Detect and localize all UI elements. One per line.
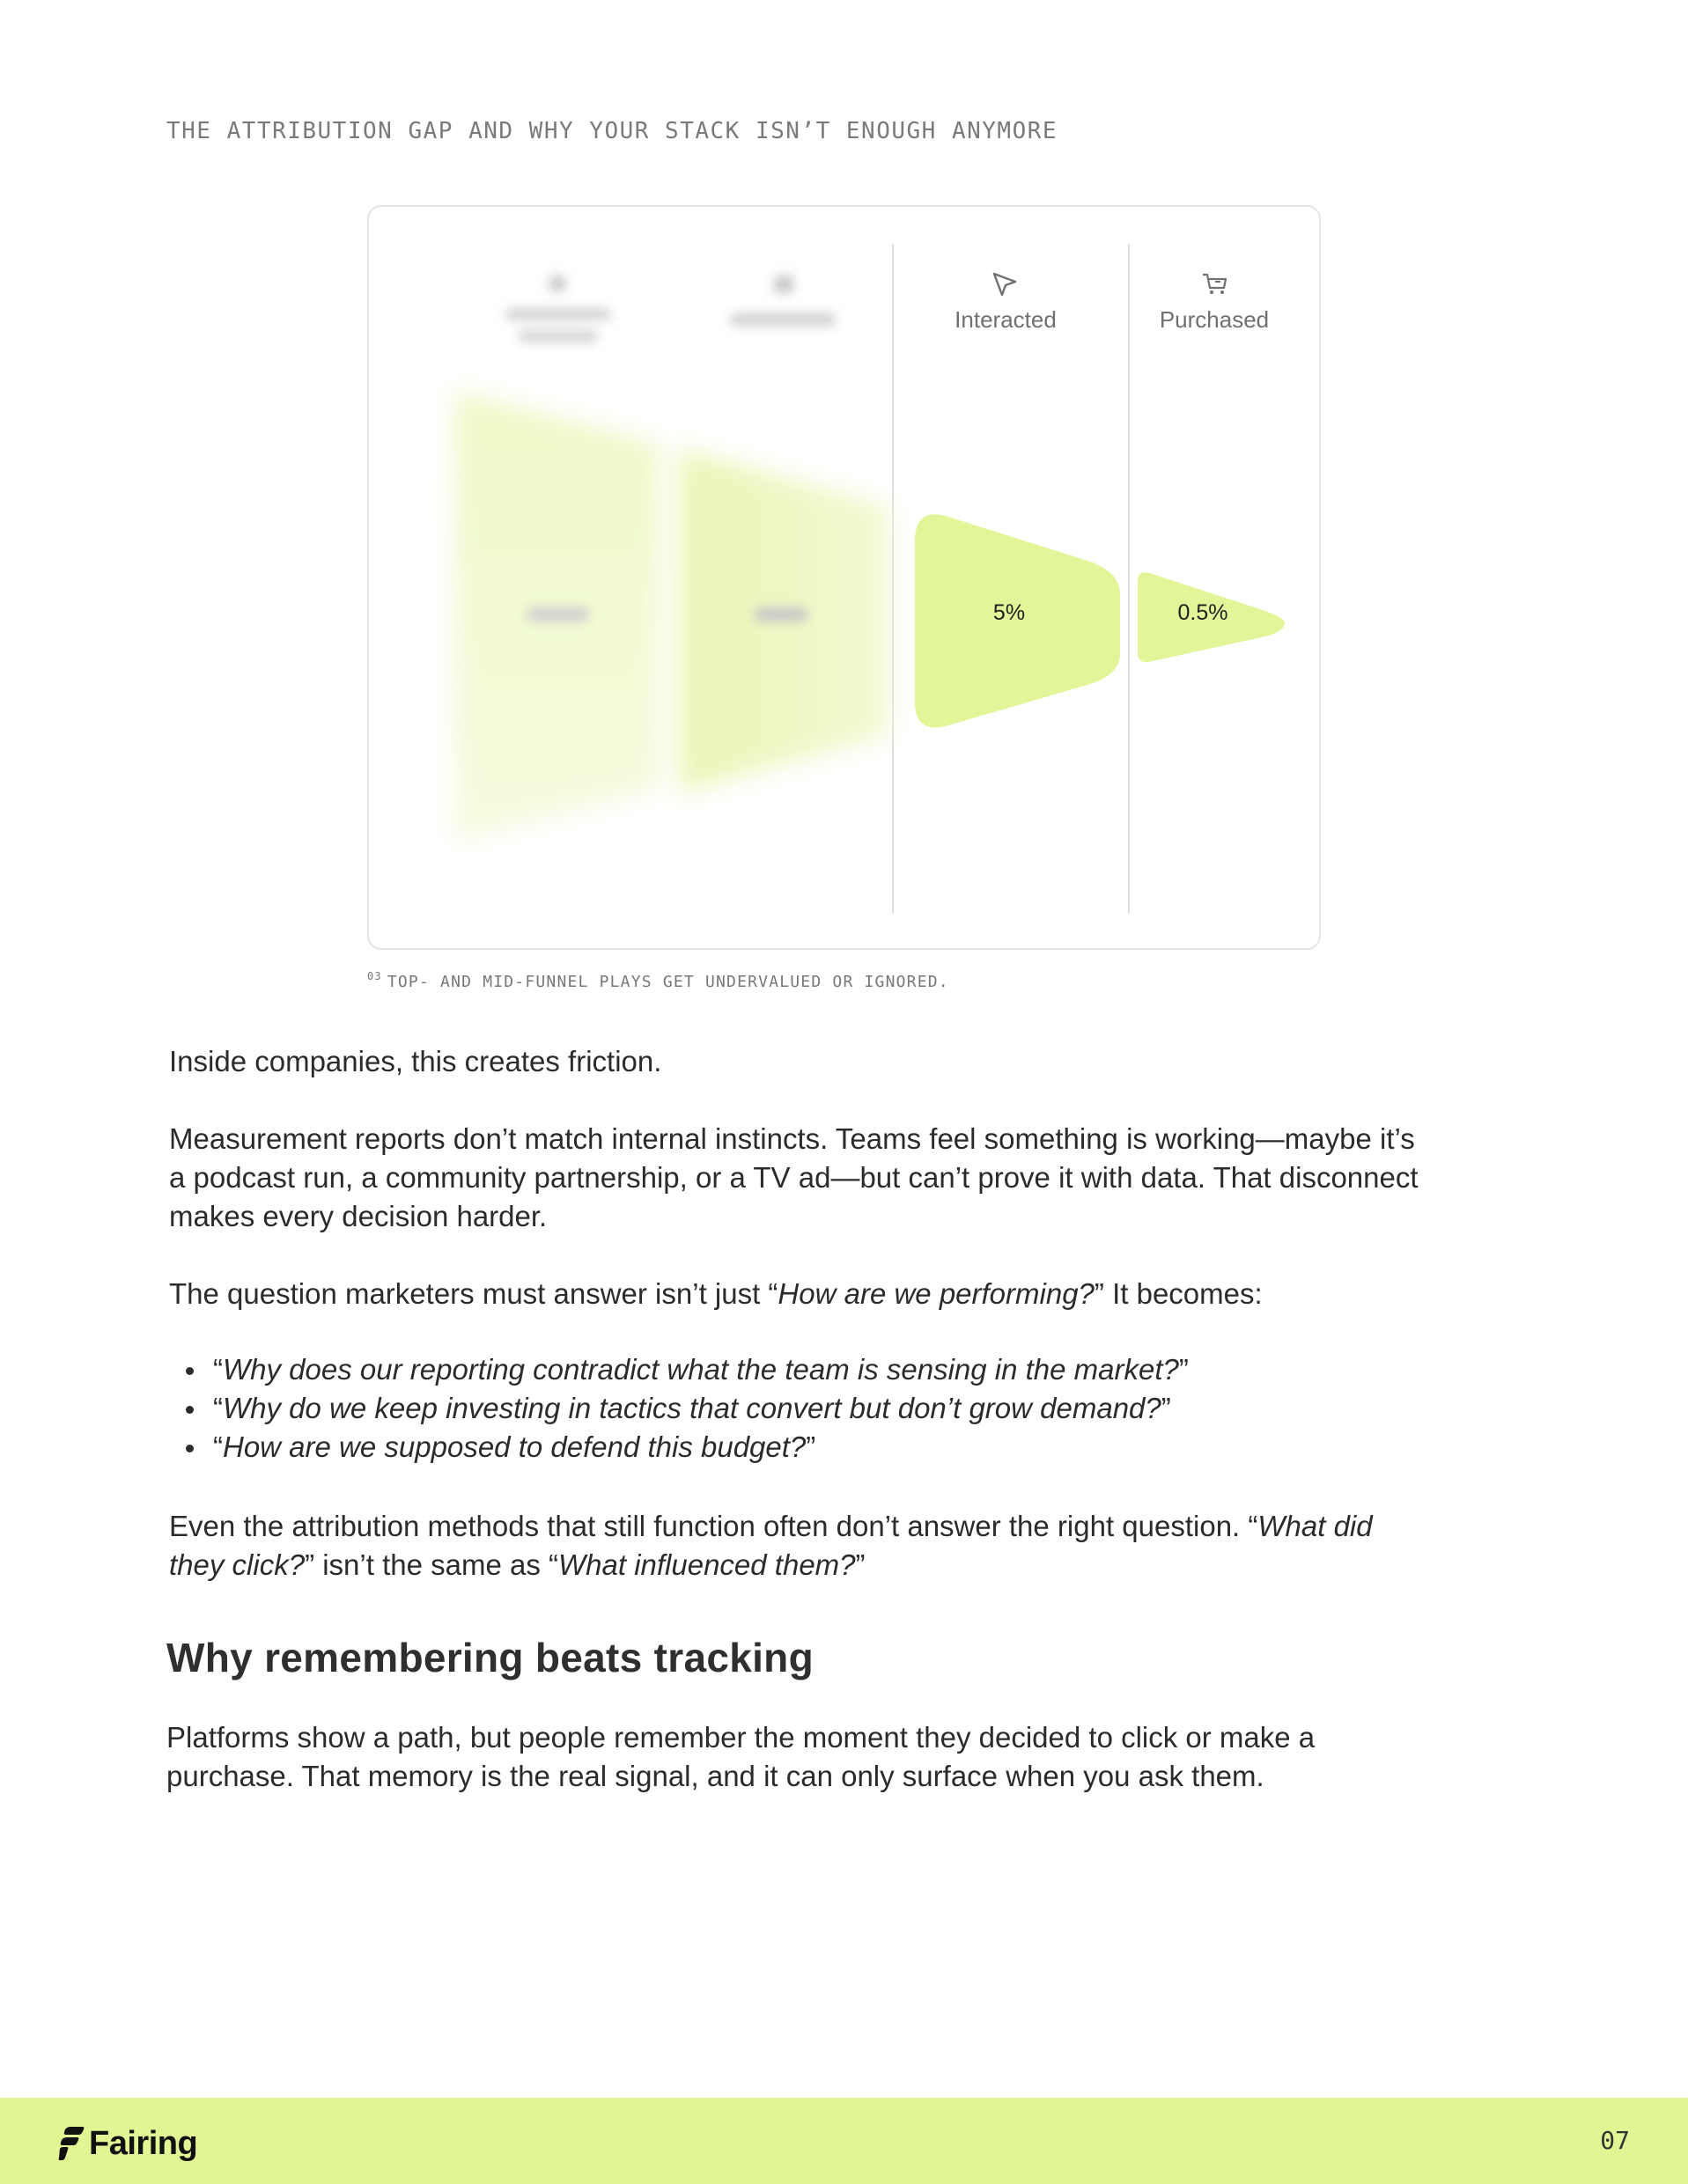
brand-logo bbox=[58, 2125, 197, 2162]
text-span: The question marketers must answer isn’t just “ bbox=[169, 1277, 778, 1310]
paragraph-line: they click?” isn’t the same as “What influenced them?” bbox=[169, 1548, 866, 1581]
question-list bbox=[169, 1350, 1543, 1467]
stage-label-interacted: Interacted bbox=[955, 306, 1057, 333]
text-span: ” It becomes: bbox=[1094, 1277, 1263, 1310]
paragraph-friction: Inside companies, this creates friction. bbox=[169, 1045, 662, 1077]
paragraph-question bbox=[169, 1275, 1543, 1313]
paragraph-memory bbox=[166, 1718, 1540, 1796]
paragraph-measurement bbox=[169, 1120, 1543, 1236]
paragraph-line: Platforms show a path, but people remember the moment they decided to click or make a bbox=[166, 1721, 1316, 1754]
funnel-figure bbox=[367, 205, 1321, 950]
paragraph-line: a podcast run, a community partnership, or a TV ad—but can’t prove it with data. That disconnect bbox=[169, 1161, 1419, 1194]
stage-value-interacted: 5% bbox=[992, 600, 1026, 625]
cursor-icon bbox=[994, 274, 1015, 295]
caption-text: TOP- AND MID-FUNNEL PLAYS GET UNDERVALUED OR IGNORED. bbox=[387, 973, 949, 991]
page-footer bbox=[0, 2098, 1688, 2184]
fairing-logo-icon bbox=[58, 2126, 85, 2161]
emphasis-text: How are we performing? bbox=[778, 1277, 1095, 1310]
paragraph-line: purchase. That memory is the real signal, and it can only surface when you ask them. bbox=[166, 1760, 1264, 1792]
list-item: “Why does our reporting contradict what the team is sensing in the market?” bbox=[169, 1350, 1543, 1389]
paragraph-attribution-methods bbox=[169, 1507, 1543, 1585]
stage-value-purchased: 0.5% bbox=[1177, 600, 1228, 625]
stage-label-purchased: Purchased bbox=[1159, 306, 1270, 333]
caption-number: 03 bbox=[367, 970, 382, 982]
cart-icon bbox=[1203, 275, 1226, 294]
figure-caption bbox=[367, 970, 949, 991]
running-head: THE ATTRIBUTION GAP AND WHY YOUR STACK ISN’T ENOUGH ANYMORE bbox=[166, 118, 1058, 144]
list-item: “Why do we keep investing in tactics that convert but don’t grow demand?” bbox=[169, 1389, 1543, 1428]
brand-name: Fairing bbox=[89, 2124, 198, 2162]
paragraph-line: makes every decision harder. bbox=[169, 1200, 548, 1232]
paragraph-line: Measurement reports don’t match internal instincts. Teams feel something is working—maybe it’s bbox=[169, 1122, 1415, 1155]
funnel-chart bbox=[369, 207, 1321, 950]
list-item: “How are we supposed to defend this budget?” bbox=[169, 1428, 1543, 1467]
page-number: 07 bbox=[1600, 2126, 1630, 2155]
paragraph-line: Even the attribution methods that still function often don’t answer the right question. “What did bbox=[169, 1510, 1373, 1542]
section-heading: Why remembering beats tracking bbox=[166, 1635, 814, 1680]
